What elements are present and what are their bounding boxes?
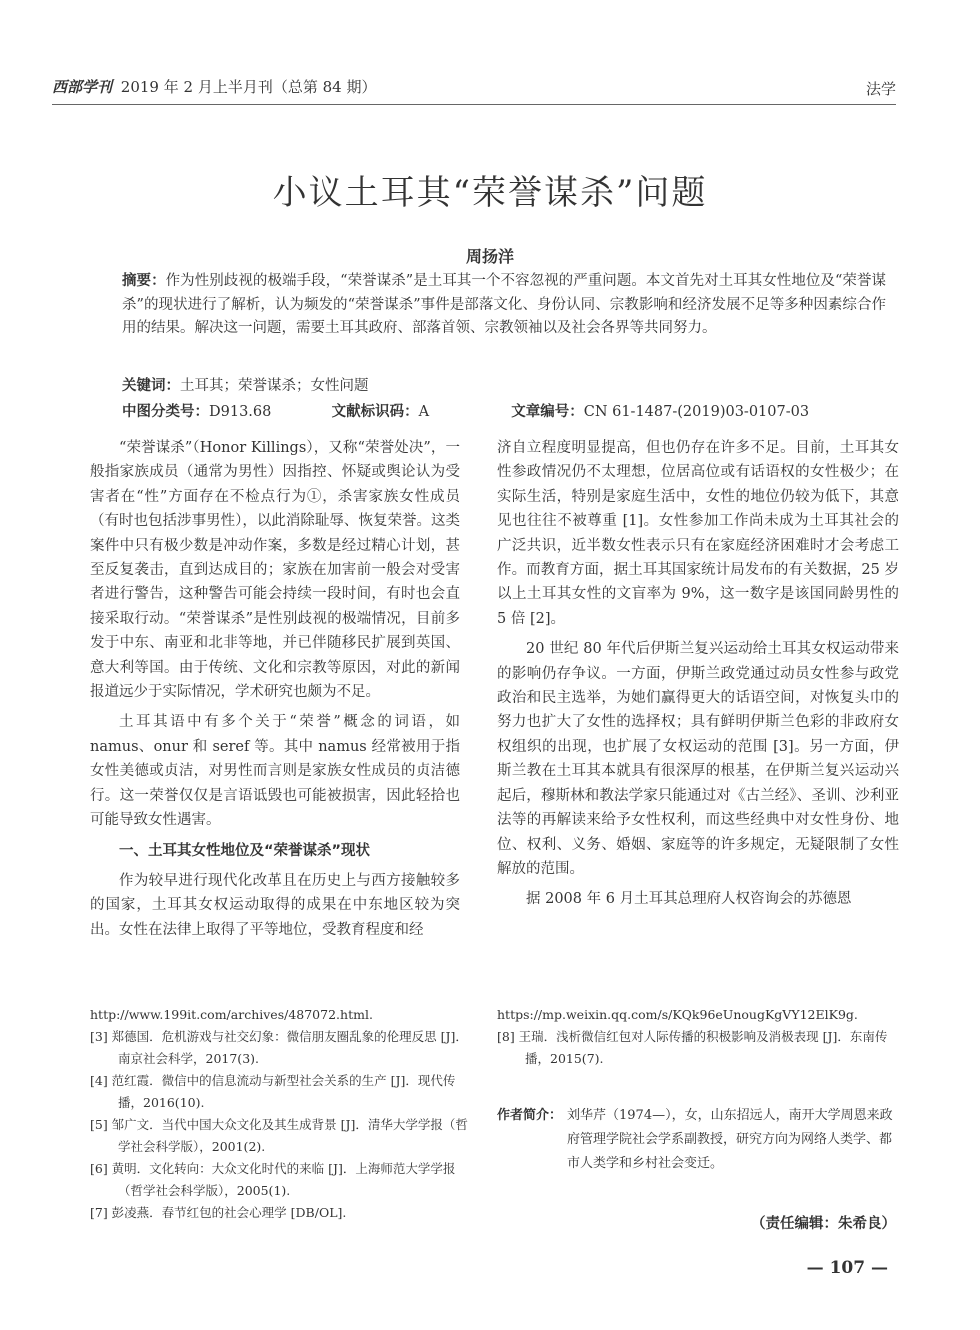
body-right-column bbox=[497, 436, 899, 918]
abstract-text: 作为性别歧视的极端手段，“荣誉谋杀”是土耳其一个不容忽视的严重问题。本文首先对土耳其女性地位及“荣誉谋杀”的现状进行了解析，认为频发的“荣誉谋杀”事件是部落文化、身份认同、宗教影响和经济发展不足等多种因素综合作用的结果。解决这一问题，需要土耳其政府、部落首领、宗教领袖以及社会各界等共同努力。 bbox=[122, 273, 887, 336]
abstract-label: 摘要： bbox=[122, 273, 166, 289]
issue-info: 2019 年 2 月上半月刊（总第 84 期） bbox=[120, 78, 377, 96]
article-title: 小议土耳其“荣誉谋杀”问题 bbox=[272, 173, 708, 213]
article-number-value: CN 61-1487-(2019)03-0107-03 bbox=[583, 404, 810, 420]
body-paragraph: 济自立程度明显提高，但也仍存在许多不足。目前，土耳其女性参政情况仍不太理想，位居高位或有话语权的女性极少；在实际生活，特别是家庭生活中，女性的地位仍较为低下，其意见也往往不被尊重 [1]。女性参加工作尚未成为土耳其社会的广泛共识，近半数女性表示只有在家庭经济困难时才会考虑工作。而教育方面，据土耳其国家统计局发布的有关数据，25 岁以上土耳其女性的文盲率为 9%，这一数字是该国同龄男性的 5 倍 [2]。 bbox=[497, 440, 899, 627]
body-paragraph: 据 2008 年 6 月土耳其总理府人权咨询会的苏德恩 bbox=[526, 891, 852, 908]
reference-item: https://mp.weixin.qq.com/s/KQk96eUnougKgVY12ElK9g. bbox=[497, 1007, 858, 1022]
responsible-editor bbox=[751, 1212, 896, 1233]
abstract bbox=[122, 270, 886, 341]
classification-line bbox=[122, 400, 902, 421]
reference-item: [4] 范红霞．微信中的信息流动与新型社会关系的生产 [J]．现代传播，2016(10). bbox=[90, 1073, 456, 1110]
reference-item: [5] 邹广文．当代中国大众文化及其生成背景 [J]．清华大学学报（哲学社会科学版），2001(2). bbox=[90, 1117, 468, 1154]
reference-item: [8] 王瑞．浅析微信红包对人际传播的积极影响及消极表现 [J]．东南传播，2015(7). bbox=[497, 1029, 888, 1066]
body-paragraph: 20 世纪 80 年代后伊斯兰复兴运动给土耳其女权运动带来的影响仍存争议。一方面，伊斯兰政党通过动员女性参与政党政治和民主选举，为她们赢得更大的话语空间，对恢复头巾的努力也扩大了女性的选择权；具有鲜明伊斯兰色彩的非政府女权组织的出现，也扩展了女权运动的范围 [3]。另一方面，伊斯兰教在土耳其本就具有很深厚的根基，在伊斯兰复兴运动兴起后，穆斯林和教法学家只能通过对《古兰经》、圣训、沙利亚法等的再解读来给予女性权利，而这些经典中对女性身份、地位、权利、义务、婚姻、家庭等的许多规定，无疑限制了女性解放的范围。 bbox=[497, 641, 899, 877]
bio-text: 刘华芹（1974—），女，山东招远人，南开大学周恩来政府管理学院社会学系副教授，研究方向为网络人类学、都市人类学和乡村社会变迁。 bbox=[567, 1108, 893, 1171]
reference-item: [6] 黄明．文化转向：大众文化时代的来临 [J]．上海师范大学学报（哲学社会科学版），2005(1). bbox=[90, 1161, 456, 1198]
header-rule bbox=[52, 104, 896, 105]
reference-item: [3] 郑德国．危机游戏与社交幻象：微信朋友圈乱象的伦理反思 [J]．南京社会科学，2017(3). bbox=[90, 1029, 468, 1066]
clc-label: 中图分类号： bbox=[122, 404, 209, 420]
section-label: 法学 bbox=[865, 80, 896, 98]
body-paragraph: 作为较早进行现代化改革且在历史上与西方接触较多的国家，土耳其女权运动取得的成果在中东地区较为突出。女性在法律上取得了平等地位，受教育程度和经 bbox=[90, 872, 460, 938]
references-left bbox=[90, 1004, 480, 1224]
doc-code-value: A bbox=[418, 404, 430, 420]
body-paragraph: 土耳其语中有多个关于“荣誉”概念的词语，如namus、onur 和 seref 等。其中 namus 经常被用于指女性美德或贞洁，对男性而言则是家族女性成员的贞洁德行。这一荣誉仅仅是言语诋毁也可能被损害，因此轻拾也可能导致女性遇害。 bbox=[90, 714, 460, 829]
journal-name: 西部学刊 bbox=[52, 78, 113, 96]
doc-code-label: 文献标识码： bbox=[331, 404, 419, 420]
keywords-text: 土耳其；荣誉谋杀；女性问题 bbox=[180, 378, 369, 394]
references-right bbox=[497, 1004, 899, 1070]
body-paragraph: “荣誉谋杀”（Honor Killings），又称“荣誉处决”，一般指家族成员（通常为男性）因指控、怀疑或舆论认为受害者在“性”方面存在不检点行为①，杀害家族女性成员（有时也包括涉事男性），以此消除耻辱、恢复荣誉。这类案件中只有极少数是冲动作案，多数是经过精心计划，甚至反复袭击，直到达成目的；家族在加害前一般会对受害者进行警告，这种警告可能会持续一段时间，有时也会直接采取行动。“荣誉谋杀”是性别歧视的极端情况，目前多发于中东、南亚和北非等地，并已伴随移民扩展到英国、意大利等国。由于传统、文化和宗教等原因，对此的新闻报道远少于实际情况，学术研究也颇为不足。 bbox=[90, 440, 460, 701]
reference-item: http://www.199it.com/archives/487072.html. bbox=[90, 1007, 373, 1022]
page-number: — 107 — bbox=[806, 1258, 888, 1278]
author-bio bbox=[497, 1104, 899, 1176]
reference-item: [7] 彭凌燕．春节红包的社会心理学 [DB/OL]. bbox=[90, 1205, 347, 1220]
running-header bbox=[52, 76, 376, 97]
bio-label: 作者简介： bbox=[497, 1108, 563, 1123]
keywords-label: 关键词： bbox=[122, 378, 180, 394]
editor-name: 朱希良） bbox=[838, 1216, 896, 1232]
article-number-label: 文章编号： bbox=[511, 404, 584, 420]
author-name: 周扬洋 bbox=[465, 247, 514, 266]
clc-value: D913.68 bbox=[209, 404, 272, 420]
editor-label: （责任编辑： bbox=[751, 1216, 838, 1232]
section-heading: 一、土耳其女性地位及“荣誉谋杀”现状 bbox=[119, 842, 371, 859]
body-left-column bbox=[90, 436, 460, 948]
keywords bbox=[122, 374, 369, 395]
